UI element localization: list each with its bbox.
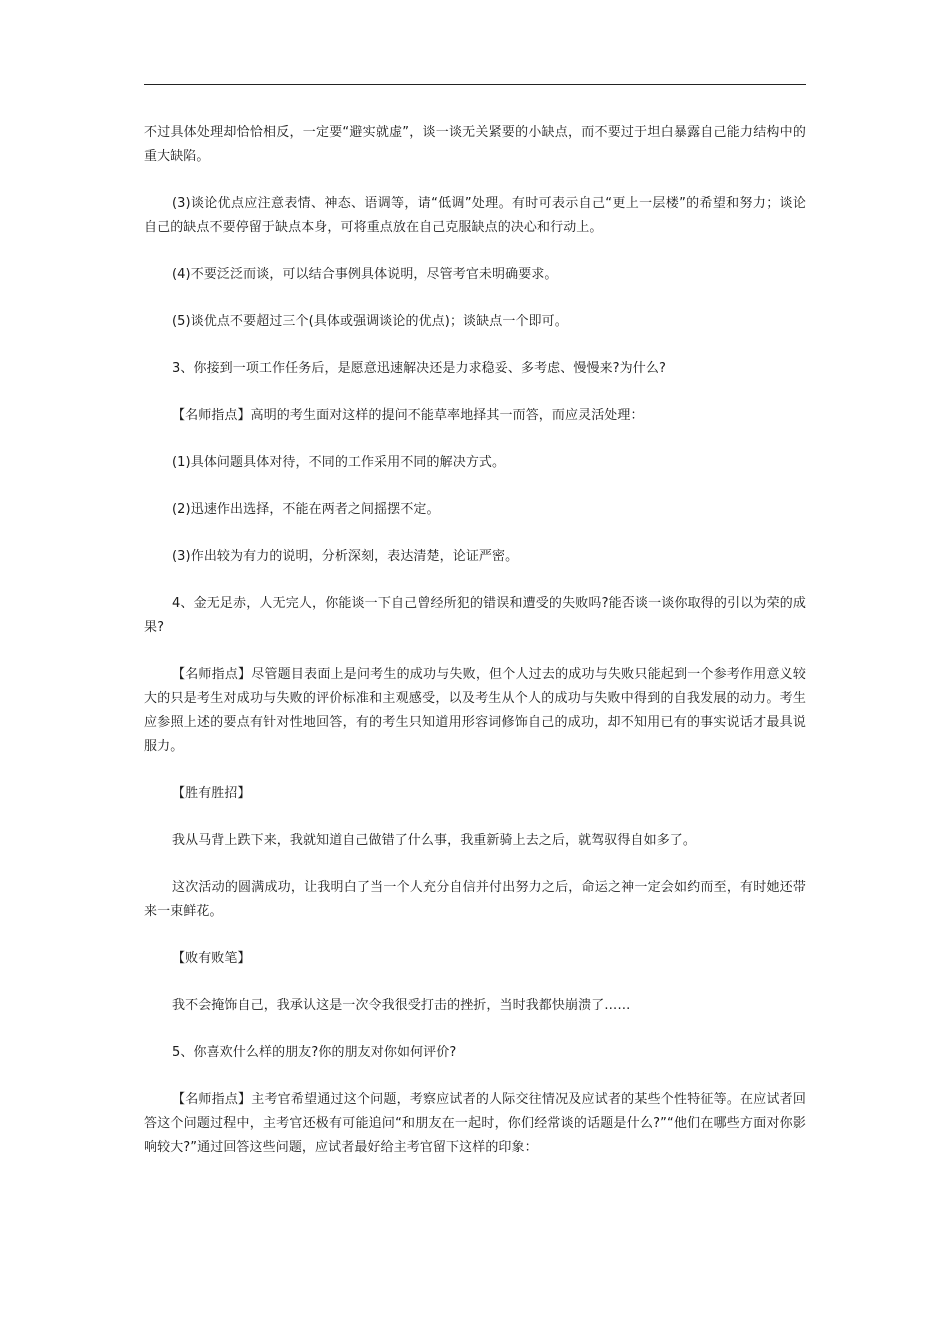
- paragraph: 我从马背上跌下来，我就知道自己做错了什么事，我重新骑上去之后，就驾驭得自如多了。: [172, 833, 697, 848]
- question-heading: 3、你接到一项工作任务后，是愿意迅速解决还是力求稳妥、多考虑、慢慢来?为什么?: [172, 361, 666, 376]
- paragraph: 【名师指点】高明的考生面对这样的提问不能草率地择其一而答，而应灵活处理：: [172, 408, 644, 423]
- paragraph: 这次活动的圆满成功，让我明白了当一个人充分自信并付出努力之后，命运之神一定会如约而至，有时她还带来一束鲜花。: [144, 880, 806, 919]
- paragraph: 我不会掩饰自己，我承认这是一次令我很受打击的挫折，当时我都快崩溃了……: [172, 998, 631, 1013]
- question-heading: 5、你喜欢什么样的朋友?你的朋友对你如何评价?: [172, 1045, 457, 1060]
- paragraph: (1)具体问题具体对待，不同的工作采用不同的解决方式。: [172, 455, 506, 470]
- paragraph: 【名师指点】尽管题目表面上是问考生的成功与失败，但个人过去的成功与失败只能起到一个参考作用意义较大的只是考生对成功与失败的评价标准和主观感受，以及考生从个人的成功与失败中得到的自我发展的动力。考生应参照上述的要点有针对性地回答，有的考生只知道用形容词修饰自己的成功，却不知用已有的事实说话才最具说服力。: [144, 667, 806, 754]
- header-rule: [144, 84, 806, 85]
- paragraph: 不过具体处理却恰恰相反，一定要“避实就虚”，谈一谈无关紧要的小缺点，而不要过于坦白暴露自己能力结构中的重大缺陷。: [144, 125, 806, 164]
- section-label: 【胜有胜招】: [172, 786, 251, 801]
- question-heading: 4、金无足赤，人无完人，你能谈一下自己曾经所犯的错误和遭受的失败吗?能否谈一谈你取得的引以为荣的成果?: [144, 596, 806, 635]
- paragraph: (3)谈论优点应注意表情、神态、语调等，请“低调”处理。有时可表示自己“更上一层楼”的希望和努力；谈论自己的缺点不要停留于缺点本身，可将重点放在自己克服缺点的决心和行动上。: [144, 196, 806, 235]
- paragraph: (3)作出较为有力的说明，分析深刻，表达清楚，论证严密。: [172, 549, 519, 564]
- paragraph: (2)迅速作出选择，不能在两者之间摇摆不定。: [172, 502, 440, 517]
- paragraph: (4)不要泛泛而谈，可以结合事例具体说明，尽管考官未明确要求。: [172, 267, 558, 282]
- paragraph: (5)谈优点不要超过三个(具体或强调谈论的优点)；谈缺点一个即可。: [172, 314, 568, 329]
- document-body: [144, 121, 806, 1183]
- section-label: 【败有败笔】: [172, 951, 251, 966]
- paragraph: 【名师指点】主考官希望通过这个问题，考察应试者的人际交往情况及应试者的某些个性特征等。在应试者回答这个问题过程中，主考官还极有可能追问“和朋友在一起时，你们经常谈的话题是什么?”“他们在哪些方面对你影响较大?”通过回答这些问题，应试者最好给主考官留下这样的印象：: [144, 1092, 806, 1155]
